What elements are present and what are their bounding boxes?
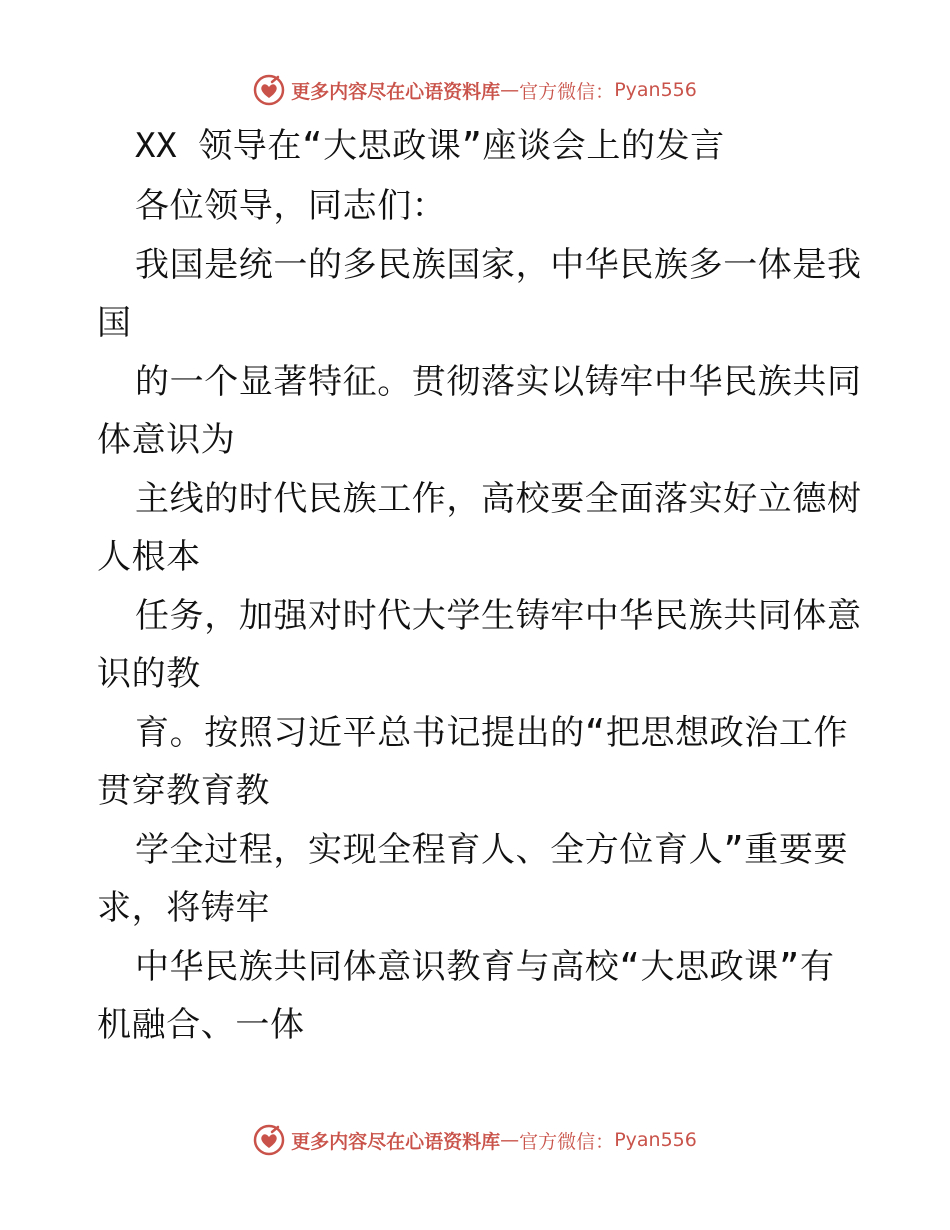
salutation-line: 各位领导，同志们：: [135, 186, 447, 226]
banner-separator: —: [500, 1129, 520, 1151]
banner-library-text: 更多内容尽在心语资料库: [291, 80, 501, 103]
body-line: 育。按照习近平总书记提出的“把思想政治工作: [135, 713, 849, 753]
banner-wechat-id: Pyan556: [614, 1129, 697, 1151]
footer-watermark-banner: [0, 1120, 950, 1160]
body-line: 机融合、一体: [97, 1005, 305, 1045]
body-line: 求，将铸牢: [97, 888, 270, 928]
banner-wechat-label: 官方微信：: [519, 1130, 615, 1153]
banner-wechat-id: Pyan556: [614, 79, 697, 101]
heart-pen-logo-icon: [253, 1124, 285, 1156]
body-line: 中华民族共同体意识教育与高校“大思政课”有: [135, 947, 835, 987]
body-line: 识的教: [97, 654, 201, 694]
banner-library-text: 更多内容尽在心语资料库: [291, 1130, 501, 1153]
banner-separator: —: [500, 79, 520, 101]
body-line: 体意识为: [97, 420, 236, 460]
banner-wechat-label: 官方微信：: [519, 80, 615, 103]
body-line: 学全过程，实现全程育人、全方位育人”重要要: [135, 830, 849, 870]
body-line: 主线的时代民族工作，高校要全面落实好立德树: [135, 479, 862, 519]
document-title: XX 领导在“大思政课”座谈会上的发言: [135, 126, 725, 166]
body-line: 的一个显著特征。贯彻落实以铸牢中华民族共同: [135, 362, 862, 402]
body-line: 国: [97, 303, 132, 343]
body-line: 任务，加强对时代大学生铸牢中华民族共同体意: [135, 596, 862, 636]
body-line: 人根本: [97, 537, 201, 577]
body-line: 贯穿教育教: [97, 771, 270, 811]
body-line: 我国是统一的多民族国家，中华民族多一体是我: [135, 245, 862, 285]
